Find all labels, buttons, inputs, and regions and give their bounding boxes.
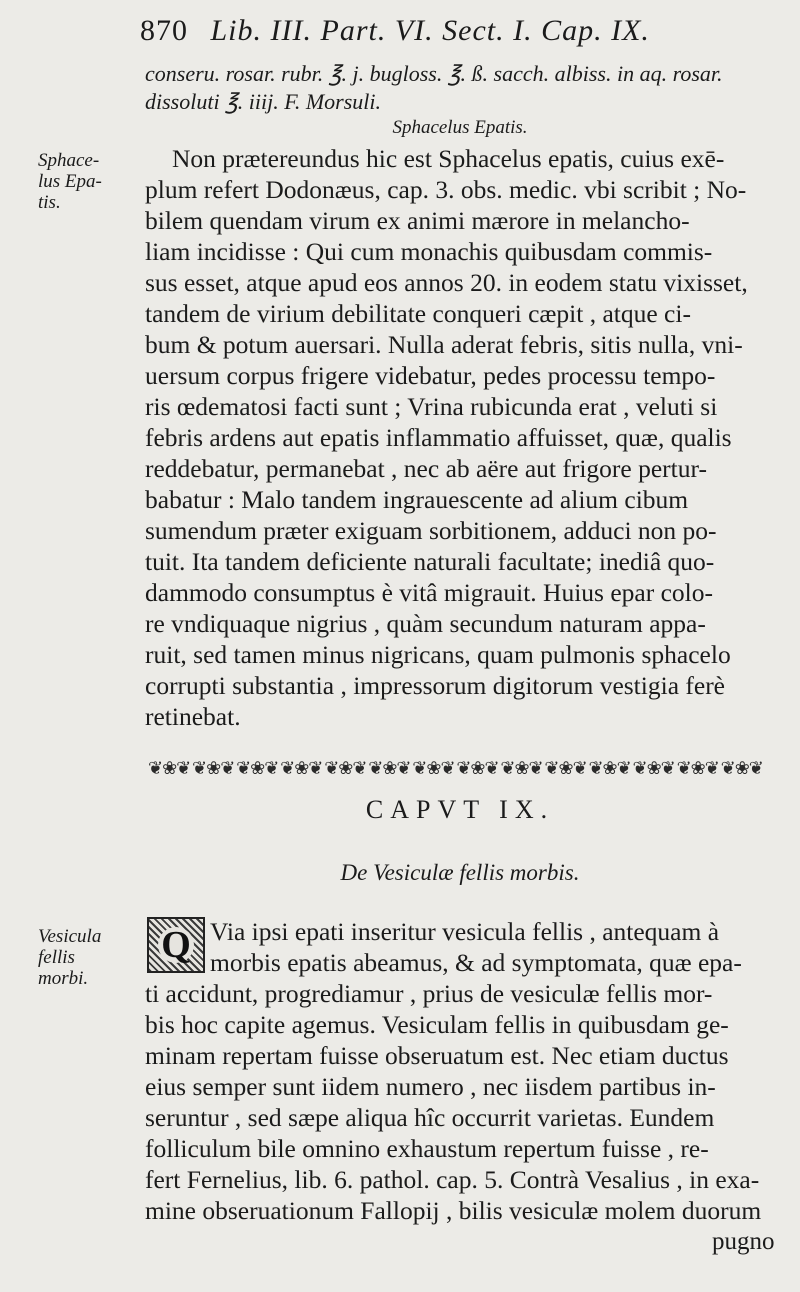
text-line: ti accidunt, progrediamur , prius de vesiculæ fellis mor-	[145, 979, 713, 1008]
ornament-unit: ❦❀❦	[412, 757, 455, 779]
text-line: dammodo consumptus è vitâ migrauit. Huius epar colo-	[145, 578, 713, 607]
ornament-unit: ❦❀❦	[280, 757, 323, 779]
intro-line: conseru. rosar. rubr. ℥. j. bugloss. ℥. ß. sacch. albiss. in aq. rosar.	[145, 61, 723, 86]
margin-note-sphacelus	[38, 150, 138, 213]
ornament-unit: ❦❀❦	[148, 757, 191, 779]
margin-note-line: fellis	[38, 947, 75, 968]
text-line: bum & potum auersari. Nulla aderat febris, sitis nulla, vni-	[145, 330, 743, 359]
margin-note-line: Vesicula	[38, 926, 102, 947]
margin-note-line: lus Epa-	[38, 171, 102, 192]
text-line: mine obseruationum Fallopij , bilis vesiculæ molem duorum	[145, 1196, 762, 1225]
ornament-unit: ❦❀❦	[324, 757, 367, 779]
text-line: uersum corpus frigere videbatur, pedes processu tempo-	[145, 361, 716, 390]
text-line: Via ipsi epati inseritur vesicula fellis , antequam à	[210, 917, 720, 946]
text-line: bilem quendam virum ex animi mærore in melancho-	[145, 206, 690, 235]
text-line: bis hoc capite agemus. Vesiculam fellis in quibusdam ge-	[145, 1010, 729, 1039]
margin-note-line: tis.	[38, 192, 61, 213]
page-number: 870	[140, 14, 188, 47]
text-line: folliculum bile omnino exhaustum repertum fuisse , re-	[145, 1134, 709, 1163]
intro-line: dissoluti ℥. iiij. F. Morsuli.	[145, 89, 382, 114]
text-line: tuit. Ita tandem deficiente naturali facultate; inediâ quo-	[145, 547, 715, 576]
ornament-unit: ❦❀❦	[544, 757, 587, 779]
text-line: eius semper sunt iidem numero , nec iisdem partibus in-	[145, 1072, 716, 1101]
ornament-unit: ❦❀❦	[632, 757, 675, 779]
catchword: pugno	[712, 1228, 775, 1255]
margin-note-line: morbi.	[38, 968, 89, 989]
text-line: minam repertam fuisse obseruatum est. Nec etiam ductus	[145, 1041, 729, 1070]
text-line: seruntur , sed sæpe aliqua hîc occurrit varietas. Eundem	[145, 1103, 715, 1132]
text-line: sus esset, atque apud eos annos 20. in eodem statu vixisset,	[145, 268, 748, 297]
text-line: Non prætereundus hic est Sphacelus epatis, cuius exē-	[172, 144, 725, 173]
text-line: retinebat.	[145, 702, 241, 731]
text-line: liam incidisse : Qui cum monachis quibusdam commis-	[145, 237, 713, 266]
ornament-unit: ❦❀❦	[720, 757, 763, 779]
ornament-divider	[148, 757, 763, 779]
margin-note-vesicula	[38, 926, 138, 989]
running-header	[140, 14, 780, 48]
section-heading: Sphacelus Epatis.	[392, 117, 528, 138]
ornament-unit: ❦❀❦	[368, 757, 411, 779]
text-line: sumendum præter exiguam sorbitionem, adduci non po-	[145, 516, 717, 545]
text-line: re vndiquaque nigrius , quàm secundum naturam appa-	[145, 609, 706, 638]
running-title: Lib. III. Part. VI. Sect. I. Cap. IX.	[210, 14, 650, 47]
drop-initial-letter: Q	[158, 927, 194, 963]
text-line: fert Fernelius, lib. 6. pathol. cap. 5. Contrà Vesalius , in exa-	[145, 1165, 760, 1194]
text-line: reddebatur, permanebat , nec ab aëre aut frigore pertur-	[145, 454, 707, 483]
ornament-unit: ❦❀❦	[588, 757, 631, 779]
chapter-subtitle: De Vesiculæ fellis morbis.	[340, 860, 580, 885]
ornament-unit: ❦❀❦	[236, 757, 279, 779]
text-line: ruit, sed tamen minus nigricans, quam pulmonis sphacelo	[145, 640, 731, 669]
text-line: febris ardens aut epatis inflammatio affuisset, quæ, qualis	[145, 423, 732, 452]
ornament-unit: ❦❀❦	[456, 757, 499, 779]
ornament-unit: ❦❀❦	[192, 757, 235, 779]
text-line: corrupti substantia , impressorum digitorum vestigia ferè	[145, 671, 726, 700]
text-line: ris œdematosi facti sunt ; Vrina rubicunda erat , veluti si	[145, 392, 718, 421]
drop-initial	[147, 917, 205, 973]
ornament-unit: ❦❀❦	[676, 757, 719, 779]
ornament-unit: ❦❀❦	[500, 757, 543, 779]
margin-note-line: Sphace-	[38, 150, 100, 171]
text-line: plum refert Dodonæus, cap. 3. obs. medic. vbi scribit ; No-	[145, 175, 747, 204]
text-line: morbis epatis abeamus, & ad symptomata, quæ epa-	[210, 948, 742, 977]
chapter-title: CAPVT IX.	[365, 795, 555, 824]
text-line: babatur : Malo tandem ingrauescente ad alium cibum	[145, 485, 689, 514]
text-line: tandem de virium debilitate conqueri cæpit , atque ci-	[145, 299, 691, 328]
